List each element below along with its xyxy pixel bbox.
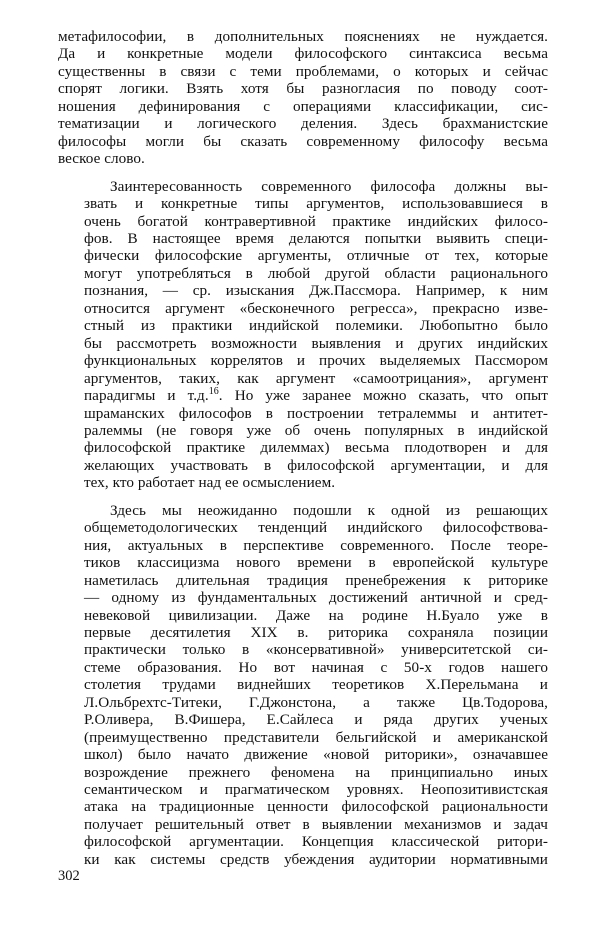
text-line: атака на традиционные ценности философской рациональности xyxy=(84,798,548,816)
text-line: невековой цивилизации. Даже на родине Н.Буало уже в xyxy=(84,606,548,624)
text-line: философы могли бы сказать современному философу весьма xyxy=(58,132,548,150)
page-body xyxy=(58,28,548,868)
text-fragment: . Но уже заранее можно сказать, что опыт xyxy=(218,387,548,405)
text-line: столетия трудами виднейших теоретиков Х.Перельмана и xyxy=(84,676,548,694)
text-line: звать и конкретные типы аргументов, использовавшиеся в xyxy=(84,195,548,213)
text-line: бы рассмотреть возможности выявления и других индийских xyxy=(84,334,548,352)
text-line: общеметодологических тенденций индийского философствова- xyxy=(84,519,548,537)
text-line: Заинтересованность современного философа должны вы- xyxy=(110,177,548,195)
text-line: ралеммы (не говоря уже об очень популярных в индийской xyxy=(84,421,548,439)
text-line: практически только в «консервативной» университетской си- xyxy=(84,641,548,659)
text-line: могут употребляться в любой другой области рационального xyxy=(84,264,548,282)
text-line: тех, кто работает над ее осмыслением. xyxy=(84,474,336,492)
text-line: метафилософии, в дополнительных пояснениях не нуждается. xyxy=(58,28,548,45)
text-line: аргументов, таких, как аргумент «самоотрицания», аргумент xyxy=(84,369,548,387)
text-line: веское слово. xyxy=(58,150,145,168)
text-line: существенны в связи с теми проблемами, о которых и сейчас xyxy=(58,62,548,80)
paragraph-2 xyxy=(58,178,548,492)
text-line: спорят логики. Взять хотя бы разногласия по поводу соот- xyxy=(58,80,548,98)
text-line: функциональных коррелятов и прочих выделяемых Пассмором xyxy=(84,352,548,370)
text-line: семантическом и прагматическом уровнях. Неопозитивистская xyxy=(84,781,548,799)
text-line-with-footnote xyxy=(58,387,548,404)
text-line: — одному из фундаментальных достижений античной и сред- xyxy=(84,589,548,607)
text-line: школ) было начато движение «новой риторики», означавшее xyxy=(84,746,548,764)
text-line: возрождение прежнего феномена на принципиально иных xyxy=(84,763,548,781)
page-number: 302 xyxy=(58,868,80,884)
text-line: познания, — ср. изыскания Дж.Пассмора. Например, к ним xyxy=(84,282,548,300)
footnote-reference: 16 xyxy=(208,386,219,397)
text-line: ния, актуальных в перспективе современного. После теоре- xyxy=(84,536,548,554)
text-line: тематизации и логического деления. Здесь брахманистские xyxy=(58,115,548,133)
text-line: философской аргументации. Концепция классической ритори- xyxy=(84,833,548,851)
text-line: Да и конкретные модели философского синтаксиса весьма xyxy=(58,45,548,63)
text-line: ношения дефинирования с операциями классификации, сис- xyxy=(58,97,548,115)
text-line: фически философские аргументы, отличные от тех, которые xyxy=(84,247,548,265)
text-line: философской практике дилеммах) весьма плодотворен и для xyxy=(84,439,548,457)
text-line: относится аргумент «бесконечного регресса», прекрасно изве- xyxy=(84,299,548,317)
text-line: желающих участвовать в философской аргументации, и для xyxy=(84,456,548,474)
text-line: Л.Ольбрехтс-Титеки, Г.Джонстона, а также Цв.Тодорова, xyxy=(84,693,548,711)
text-line: стеме образования. Но вот начиная с 50-х годов нашего xyxy=(84,658,548,676)
text-line: Здесь мы неожиданно подошли к одной из решающих xyxy=(110,501,548,519)
text-line: (преимущественно представители бельгийской и американской xyxy=(84,728,548,746)
text-line: тиков классицизма нового времени в европейской культуре xyxy=(84,554,548,572)
text-line: наметилась длительная традиция пренебрежения к риторике xyxy=(84,571,548,589)
text-line: стный из практики индийской полемики. Любопытно было xyxy=(84,317,548,335)
text-line: первые десятилетия XIX в. риторика сохраняла позиции xyxy=(84,623,548,641)
text-line: шраманских философов в построении тетралеммы и антитет- xyxy=(84,404,548,422)
text-fragment: парадигмы и т.д. xyxy=(84,387,209,405)
paragraph-3 xyxy=(58,502,548,869)
text-line: Р.Оливера, В.Фишера, Е.Сайлеса и ряда других ученых xyxy=(84,711,548,729)
paragraph-1 xyxy=(58,28,548,168)
text-line: получает решительный ответ в выявлении механизмов и задач xyxy=(84,815,548,833)
text-line: очень богатой контравертивной практике индийских филосо- xyxy=(84,212,548,230)
text-line: ки как системы средств убеждения аудитории нормативными xyxy=(84,850,548,868)
text-line: фов. В настоящее время делаются попытки выявить специ- xyxy=(84,229,548,247)
